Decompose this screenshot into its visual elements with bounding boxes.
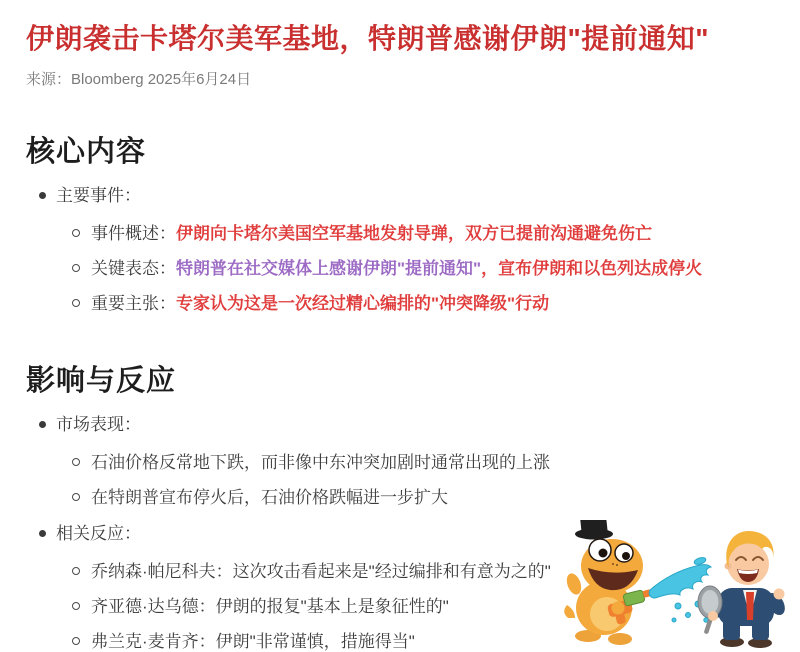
sub-item-text: 齐亚德·达乌德：伊朗的报复"基本上是象征性的" [91, 596, 449, 616]
section-heading: 核心内容 [26, 135, 147, 168]
sub-item-text: 在特朗普宣布停火后，石油价格跌幅进一步扩大 [91, 487, 448, 507]
section-0 [26, 129, 790, 314]
highlight-text: ，宣布伊朗和以色列达成停火 [481, 258, 703, 278]
sub-item-label: 事件概述： [91, 223, 176, 243]
sub-list [56, 224, 790, 314]
sub-item-label: 重要主张： [91, 293, 176, 313]
sub-item-text: 乔纳森·帕尼科夫：这次攻击看起来是"经过编排和有意为之的" [91, 561, 551, 581]
section-heading: 影响与反应 [26, 364, 177, 397]
frog-figure [564, 520, 652, 645]
sub-list-item [91, 294, 790, 314]
list-item-label: 主要事件： [56, 185, 141, 205]
sub-list [56, 453, 790, 508]
sub-item-text: 弗兰克·麦肯齐：伊朗"非常谨慎，措施得当" [91, 631, 415, 651]
list-item-label: 市场表现： [56, 414, 141, 434]
hand-mirror-icon [698, 586, 722, 634]
source-line: 来源：Bloomberg 2025年6月24日 [26, 70, 252, 88]
sub-list-item [91, 224, 790, 244]
highlight-text: 伊朗向卡塔尔美国空军基地发射导弹，双方已提前沟通避免伤亡 [176, 223, 652, 243]
frog-spraying-trump-illustration [560, 520, 796, 650]
trump-figure [698, 531, 788, 648]
page-title: 伊朗袭击卡塔尔美军基地，特朗普感谢伊朗"提前通知" [26, 23, 710, 54]
highlight-text: 特朗普在社交媒体上感谢伊朗"提前通知" [176, 258, 482, 278]
sub-list-item [91, 453, 790, 473]
list-item-label: 相关反应： [56, 523, 141, 543]
sub-list-item [91, 259, 790, 279]
sub-list-item [91, 488, 790, 508]
list-item [56, 415, 790, 508]
list-item [56, 186, 790, 314]
highlight-text: 专家认为这是一次经过精心编排的"冲突降级"行动 [176, 293, 550, 313]
bullet-list [26, 186, 790, 314]
top-hat-icon [575, 520, 613, 540]
sub-item-label: 关键表态： [91, 258, 176, 278]
sub-item-text: 石油价格反常地下跌，而非像中东冲突加剧时通常出现的上涨 [91, 452, 550, 472]
